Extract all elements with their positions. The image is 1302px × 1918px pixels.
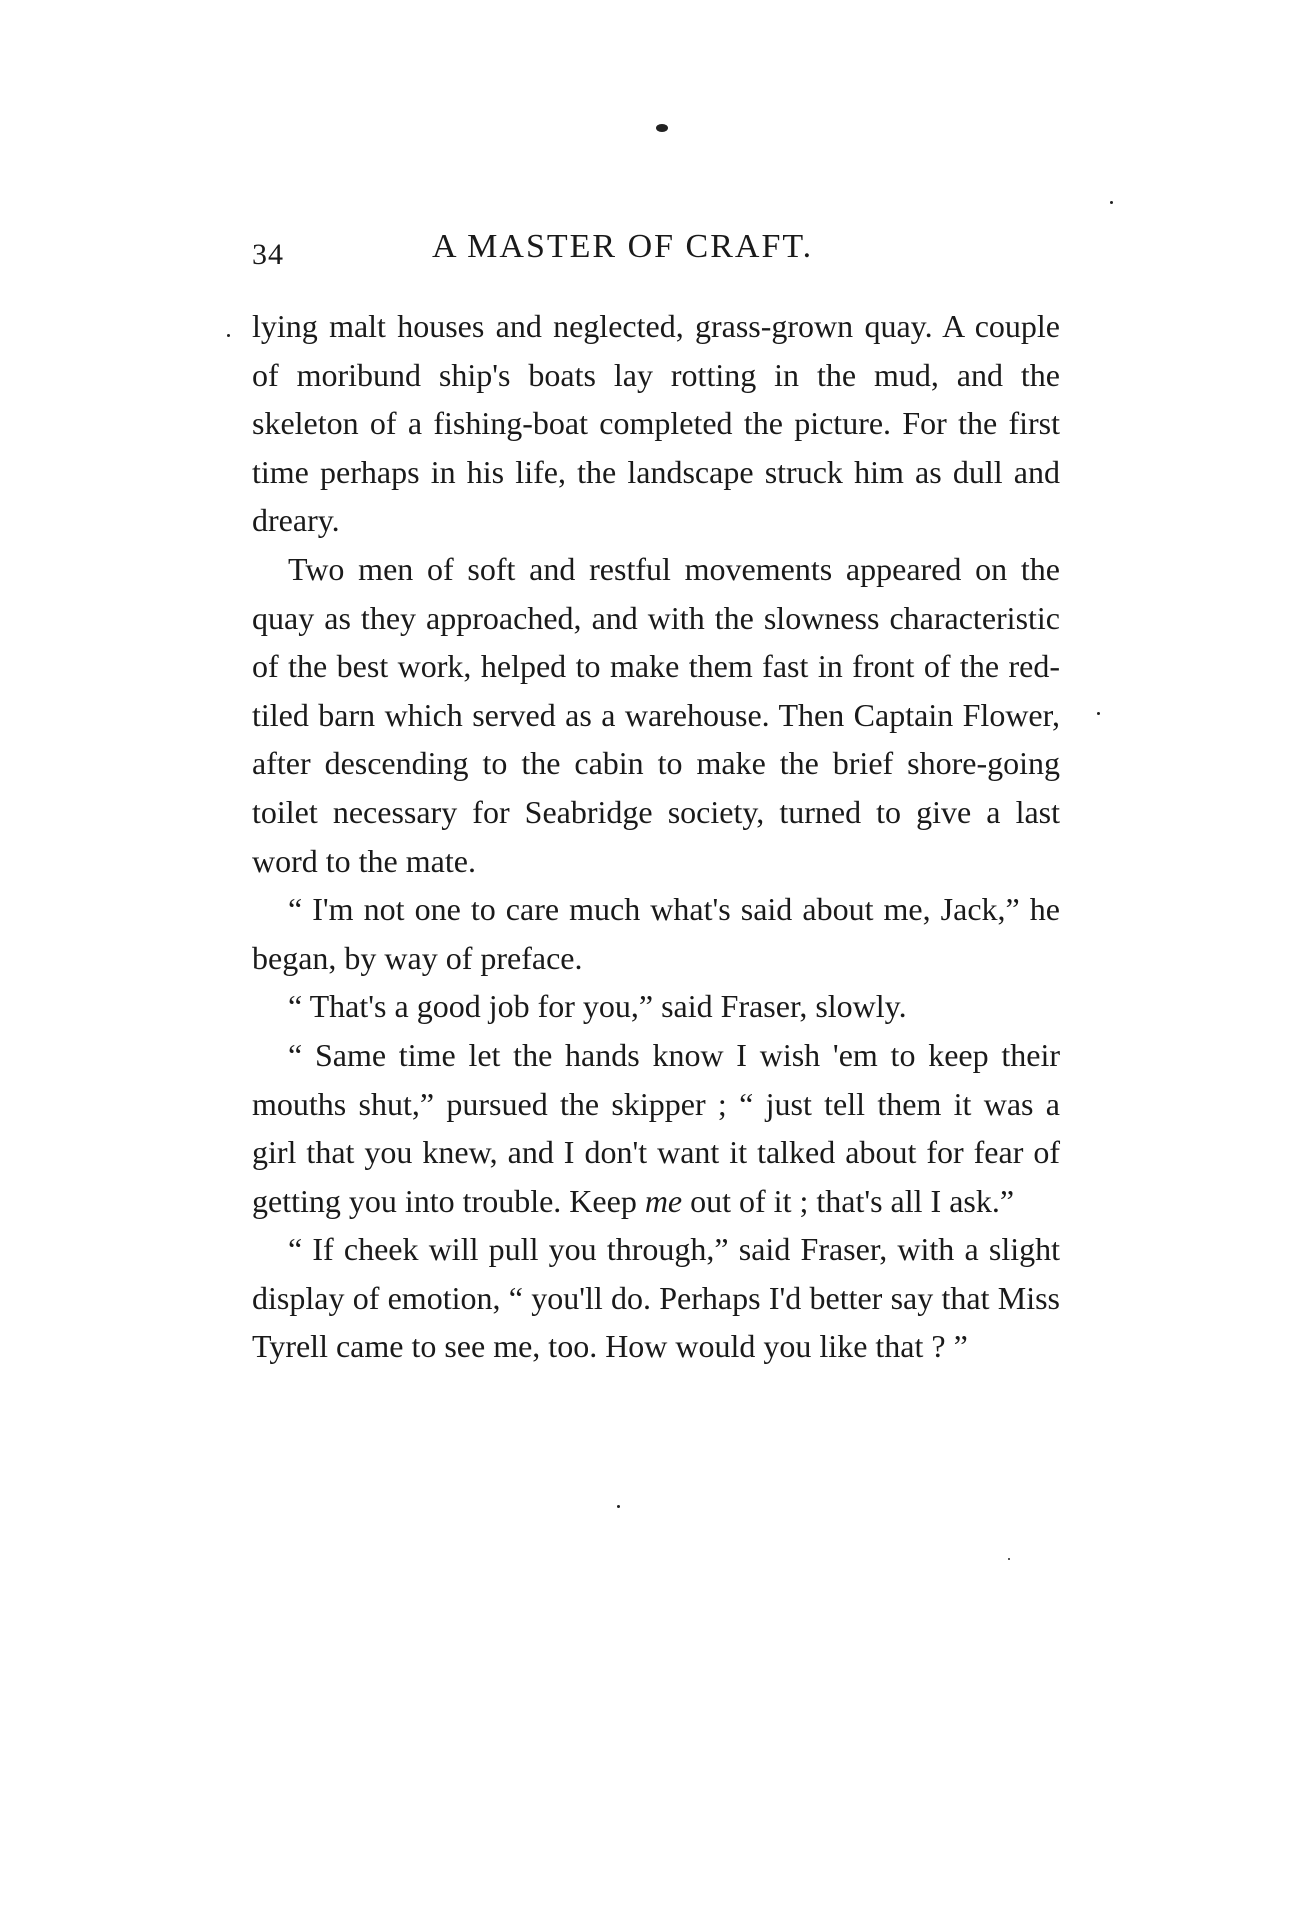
paragraph-3: “ I'm not one to care much what's said about me, Jack,” he began, by way of preface. <box>252 891 1060 976</box>
paragraph-5-end: out of it ; that's all I ask.” <box>682 1182 1015 1219</box>
paragraph-1: lying malt houses and neglected, grass-grown quay. A couple of moribund ship's boats lay rotting in the mud, and the skeleton of a fishing-boat completed the picture. For the first time perhaps in his life, the landscape struck him as dull and dreary. <box>252 308 1060 539</box>
paragraph-5-emphasis: me <box>644 1182 683 1219</box>
paragraph-4: “ That's a good job for you,” said Fraser, slowly. <box>288 988 907 1025</box>
paragraph-5-start: “ Same time let the hands know I wish 'em to keep their mouths shut,” pursued the skipper ; “ just tell them it was a girl that you knew, and I don't want it talked about for fear of getting you into trouble. Keep <box>252 1036 1060 1219</box>
ink-speck <box>617 1505 620 1508</box>
ink-speck <box>656 124 668 132</box>
ink-speck <box>227 334 230 337</box>
page-header <box>252 228 1062 272</box>
paragraph-5 <box>252 1031 1060 1225</box>
ink-speck <box>1097 712 1100 715</box>
ink-speck <box>1110 201 1113 204</box>
paragraph-2: Two men of soft and restful movements appeared on the quay as they approached, and with the slowness characteristic of the best work, helped to make them fast in front of the red-tiled barn which served as a warehouse. Then Captain Flower, after descending to the cabin to make the brief shore-going toilet necessary for Seabridge society, turned to give a last word to the mate. <box>252 550 1060 879</box>
page-number: 34 <box>252 238 284 271</box>
running-title: A MASTER OF CRAFT. <box>432 228 814 265</box>
paragraph-6: “ If cheek will pull you through,” said Fraser, with a slight display of emotion, “ you'll do. Perhaps I'd better say that Miss Tyrell came to see me, too. How would you like that ? ” <box>252 1231 1060 1365</box>
body-text <box>252 302 1060 1371</box>
ink-speck <box>1008 1558 1010 1560</box>
